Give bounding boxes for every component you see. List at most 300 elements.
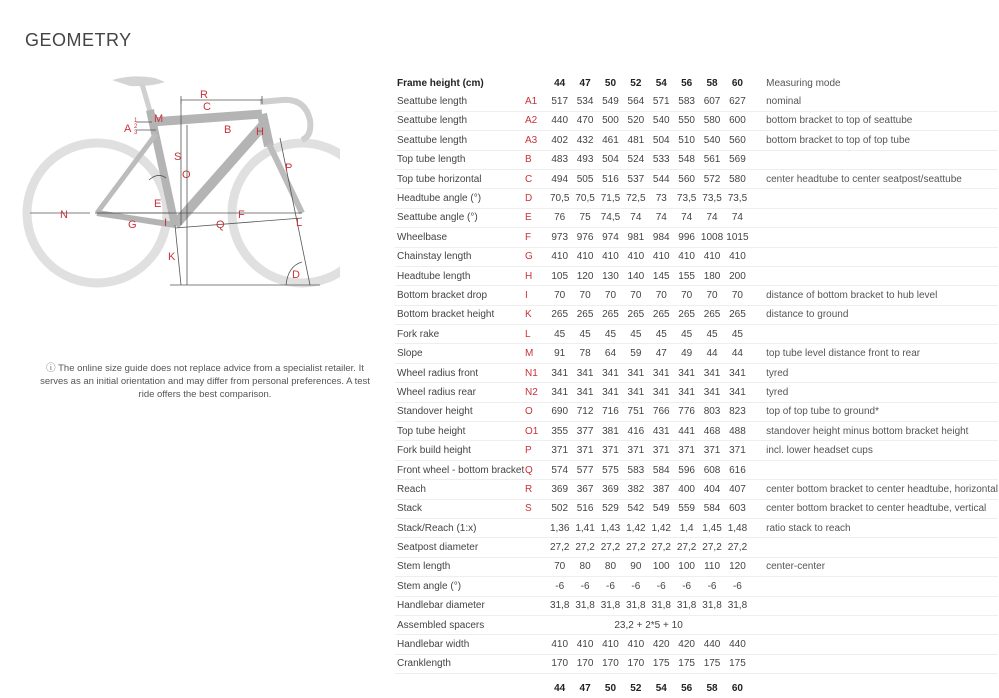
row-value: 577 <box>572 460 597 479</box>
table-row <box>395 635 998 654</box>
row-code: R <box>525 480 547 499</box>
row-value: 27,2 <box>547 538 572 557</box>
row-value: 529 <box>598 499 623 518</box>
row-value: -6 <box>725 577 750 596</box>
label-E: E <box>154 198 162 210</box>
row-value: 74 <box>699 208 724 227</box>
row-value: 341 <box>572 363 597 382</box>
row-value: 583 <box>674 92 699 111</box>
row-label: Wheelbase <box>395 228 525 247</box>
row-value: 367 <box>572 480 597 499</box>
row-value: 560 <box>674 169 699 188</box>
row-value: 600 <box>725 111 750 130</box>
label-D: D <box>292 269 300 281</box>
row-label: Top tube height <box>395 422 525 441</box>
row-value: 583 <box>623 460 648 479</box>
footer-size: 50 <box>604 682 617 694</box>
table-row <box>395 208 998 227</box>
row-value: 341 <box>649 363 674 382</box>
row-value: 341 <box>572 383 597 402</box>
row-value: 410 <box>674 247 699 266</box>
row-value: 78 <box>572 344 597 363</box>
row-value: 31,8 <box>649 596 674 615</box>
row-value: 1,43 <box>598 518 623 537</box>
table-row <box>395 499 998 518</box>
row-value: 27,2 <box>674 538 699 557</box>
row-measuring-mode: tyred <box>750 363 998 382</box>
row-value: 73,5 <box>674 189 699 208</box>
row-code: K <box>525 305 547 324</box>
row-code <box>525 596 547 615</box>
row-value: 616 <box>725 460 750 479</box>
row-value: 608 <box>699 460 724 479</box>
row-value: 549 <box>649 499 674 518</box>
row-value: 1,4 <box>674 518 699 537</box>
row-value: 74 <box>725 208 750 227</box>
row-value: 341 <box>725 363 750 382</box>
label-a2: 2 <box>134 124 138 130</box>
row-value: 564 <box>623 92 648 111</box>
row-value: 560 <box>725 131 750 150</box>
table-row <box>395 189 998 208</box>
row-label: Stack/Reach (1:x) <box>395 518 525 537</box>
row-value: 341 <box>623 363 648 382</box>
row-value: 404 <box>699 480 724 499</box>
row-value: -6 <box>674 577 699 596</box>
row-value: 45 <box>674 325 699 344</box>
row-label: Chainstay length <box>395 247 525 266</box>
row-code: Q <box>525 460 547 479</box>
row-code <box>525 557 547 576</box>
row-value: 540 <box>699 131 724 150</box>
footer-size: 52 <box>630 682 642 694</box>
row-label: Stack <box>395 499 525 518</box>
row-value: 533 <box>649 150 674 169</box>
row-value: 341 <box>598 363 623 382</box>
table-row <box>395 363 998 382</box>
label-C: C <box>203 101 211 113</box>
table-row <box>395 577 998 596</box>
table-row <box>395 266 998 285</box>
row-value: 382 <box>623 480 648 499</box>
row-measuring-mode <box>750 654 998 673</box>
row-value: 45 <box>623 325 648 344</box>
row-measuring-mode <box>750 615 998 634</box>
row-value: 27,2 <box>572 538 597 557</box>
row-value: 603 <box>725 499 750 518</box>
label-I: I <box>164 217 168 229</box>
row-value: 76 <box>547 208 572 227</box>
row-value: 80 <box>598 557 623 576</box>
row-value: 70 <box>699 286 724 305</box>
row-value: 355 <box>547 422 572 441</box>
row-value: 265 <box>623 305 648 324</box>
row-value: 410 <box>598 635 623 654</box>
row-value: 516 <box>598 169 623 188</box>
row-value: 72,5 <box>623 189 648 208</box>
geometry-table <box>395 74 998 698</box>
row-code: B <box>525 150 547 169</box>
label-N: N <box>60 209 68 221</box>
row-value: 341 <box>623 383 648 402</box>
row-value: -6 <box>649 577 674 596</box>
row-value: 369 <box>598 480 623 499</box>
row-value: 441 <box>674 422 699 441</box>
label-R: R <box>200 89 208 101</box>
row-value: 377 <box>572 422 597 441</box>
row-value: 400 <box>674 480 699 499</box>
row-value: 74,5 <box>598 208 623 227</box>
row-value: 155 <box>674 266 699 285</box>
table-row <box>395 557 998 576</box>
row-value: 974 <box>598 228 623 247</box>
row-label: Slope <box>395 344 525 363</box>
row-value: 31,8 <box>623 596 648 615</box>
row-measuring-mode: bottom bracket to top of top tube <box>750 131 998 150</box>
row-label: Standover height <box>395 402 525 421</box>
row-label: Front wheel - bottom bracket <box>395 460 525 479</box>
row-value: 110 <box>699 557 724 576</box>
header-size: 52 <box>630 77 642 89</box>
header-frame-height: Frame height (cm) <box>397 77 484 89</box>
row-value: 341 <box>674 363 699 382</box>
row-value: 90 <box>623 557 648 576</box>
row-value: 265 <box>649 305 674 324</box>
table-row <box>395 111 998 130</box>
row-value: 145 <box>649 266 674 285</box>
row-code: M <box>525 344 547 363</box>
label-O: O <box>182 169 191 181</box>
row-value: 341 <box>547 383 572 402</box>
row-value: 371 <box>649 441 674 460</box>
label-H: H <box>256 126 264 138</box>
table-row <box>395 518 998 537</box>
row-value: 105 <box>547 266 572 285</box>
row-value: 45 <box>572 325 597 344</box>
row-value: 180 <box>699 266 724 285</box>
row-value: 341 <box>674 383 699 402</box>
row-value: 265 <box>725 305 750 324</box>
row-value: 1,48 <box>725 518 750 537</box>
row-value: 572 <box>699 169 724 188</box>
row-value: 542 <box>623 499 648 518</box>
label-F: F <box>238 209 245 221</box>
row-code: O <box>525 402 547 421</box>
row-value: 468 <box>699 422 724 441</box>
row-value: 341 <box>598 383 623 402</box>
row-value: 371 <box>598 441 623 460</box>
row-measuring-mode: distance to ground <box>750 305 998 324</box>
row-value: 70 <box>674 286 699 305</box>
row-measuring-mode: standover height minus bottom bracket height <box>750 422 998 441</box>
row-value: 516 <box>572 499 597 518</box>
row-value: 70 <box>547 286 572 305</box>
row-value: 402 <box>547 131 572 150</box>
row-value: 574 <box>547 460 572 479</box>
row-value: 387 <box>649 480 674 499</box>
row-value: 44 <box>725 344 750 363</box>
row-value: 766 <box>649 402 674 421</box>
row-label: Headtube length <box>395 266 525 285</box>
row-measuring-mode: center-center <box>750 557 998 576</box>
row-label: Cranklength <box>395 654 525 673</box>
row-value: 175 <box>725 654 750 673</box>
footer-size: 60 <box>731 682 743 694</box>
row-value: 505 <box>572 169 597 188</box>
page-title: GEOMETRY <box>25 30 132 50</box>
row-value: 520 <box>623 111 648 130</box>
table-row <box>395 422 998 441</box>
table-row <box>395 131 998 150</box>
label-G: G <box>128 219 137 231</box>
row-value: 31,8 <box>725 596 750 615</box>
row-measuring-mode <box>750 596 998 615</box>
saddle <box>112 76 165 86</box>
row-value: 540 <box>649 111 674 130</box>
row-value: 371 <box>674 441 699 460</box>
row-code <box>525 615 547 634</box>
row-value: 494 <box>547 169 572 188</box>
row-value: 175 <box>699 654 724 673</box>
row-value: 502 <box>547 499 572 518</box>
fork <box>269 144 302 213</box>
row-value: 410 <box>725 247 750 266</box>
header-size: 44 <box>554 77 566 89</box>
row-value: 410 <box>623 635 648 654</box>
row-value: 548 <box>674 150 699 169</box>
row-value: 170 <box>547 654 572 673</box>
row-measuring-mode <box>750 189 998 208</box>
row-value: 369 <box>547 480 572 499</box>
row-measuring-mode: nominal <box>750 92 998 111</box>
row-value: 716 <box>598 402 623 421</box>
row-value: 70 <box>623 286 648 305</box>
row-value: 584 <box>699 499 724 518</box>
row-label: Bottom bracket height <box>395 305 525 324</box>
row-value: 371 <box>699 441 724 460</box>
table-row <box>395 286 998 305</box>
row-value: 584 <box>649 460 674 479</box>
row-code: C <box>525 169 547 188</box>
row-value: 70 <box>547 557 572 576</box>
header-size: 56 <box>681 77 693 89</box>
row-label: Fork build height <box>395 441 525 460</box>
row-value: 341 <box>649 383 674 402</box>
row-value: 483 <box>547 150 572 169</box>
row-value: 47 <box>649 344 674 363</box>
row-value: 70 <box>649 286 674 305</box>
row-value: 803 <box>699 402 724 421</box>
row-value: 575 <box>598 460 623 479</box>
row-value: 75 <box>572 208 597 227</box>
header-size: 47 <box>579 77 591 89</box>
table-row <box>395 150 998 169</box>
row-code: P <box>525 441 547 460</box>
row-label: Wheel radius front <box>395 363 525 382</box>
row-label: Headtube angle (°) <box>395 189 525 208</box>
label-a1: 1 <box>134 118 138 124</box>
header-size: 60 <box>731 77 743 89</box>
row-value: 431 <box>649 422 674 441</box>
row-value: 461 <box>598 131 623 150</box>
row-value: 407 <box>725 480 750 499</box>
row-measuring-mode <box>750 635 998 654</box>
row-value: 120 <box>725 557 750 576</box>
row-value: 580 <box>725 169 750 188</box>
row-label: Handlebar diameter <box>395 596 525 615</box>
row-code: S <box>525 499 547 518</box>
header-size: 50 <box>604 77 617 89</box>
row-measuring-mode: incl. lower headset cups <box>750 441 998 460</box>
label-B: B <box>224 124 232 136</box>
row-value: 265 <box>547 305 572 324</box>
row-value: 130 <box>598 266 623 285</box>
row-label: Top tube length <box>395 150 525 169</box>
table-row <box>395 344 998 363</box>
row-measuring-mode <box>750 538 998 557</box>
row-label: Seattube length <box>395 111 525 130</box>
row-value: 470 <box>572 111 597 130</box>
row-label: Seattube length <box>395 92 525 111</box>
row-code: A2 <box>525 111 547 130</box>
row-value: 175 <box>649 654 674 673</box>
table-row <box>395 480 998 499</box>
row-label: Wheel radius rear <box>395 383 525 402</box>
row-label: Stem angle (°) <box>395 577 525 596</box>
row-measuring-mode: center bottom bracket to center headtube, vertical <box>750 499 998 518</box>
row-code: A3 <box>525 131 547 150</box>
row-label: Seattube length <box>395 131 525 150</box>
row-value: 410 <box>547 635 572 654</box>
row-value: 100 <box>674 557 699 576</box>
row-label: Fork rake <box>395 325 525 344</box>
row-value: 488 <box>725 422 750 441</box>
row-value: 31,8 <box>674 596 699 615</box>
row-value: 70,5 <box>547 189 572 208</box>
row-value: 91 <box>547 344 572 363</box>
row-code: E <box>525 208 547 227</box>
header-measuring-mode: Measuring mode <box>766 77 841 89</box>
row-label: Stem length <box>395 557 525 576</box>
row-value: 571 <box>649 92 674 111</box>
footer-size: 58 <box>706 682 718 694</box>
row-value: 64 <box>598 344 623 363</box>
row-value: 74 <box>674 208 699 227</box>
row-value: 200 <box>725 266 750 285</box>
row-value: 45 <box>699 325 724 344</box>
row-code: N2 <box>525 383 547 402</box>
row-code: G <box>525 247 547 266</box>
label-S: S <box>174 151 182 163</box>
row-value: -6 <box>572 577 597 596</box>
row-value: 504 <box>598 150 623 169</box>
row-value: 549 <box>598 92 623 111</box>
row-value: 45 <box>649 325 674 344</box>
table-row <box>395 596 998 615</box>
row-value: 27,2 <box>623 538 648 557</box>
row-value: 265 <box>699 305 724 324</box>
row-value: 170 <box>623 654 648 673</box>
row-measuring-mode: tyred <box>750 383 998 402</box>
row-value: 410 <box>598 247 623 266</box>
row-code: O1 <box>525 422 547 441</box>
row-value: 493 <box>572 150 597 169</box>
row-value: 1,42 <box>649 518 674 537</box>
row-value: 607 <box>699 92 724 111</box>
table-row <box>395 402 998 421</box>
row-value: -6 <box>699 577 724 596</box>
table-row <box>395 247 998 266</box>
row-value: -6 <box>547 577 572 596</box>
row-value: 31,8 <box>547 596 572 615</box>
row-value: 73,5 <box>699 189 724 208</box>
row-value: 381 <box>598 422 623 441</box>
row-value: 59 <box>623 344 648 363</box>
row-value: 416 <box>623 422 648 441</box>
row-measuring-mode <box>750 208 998 227</box>
row-value: 580 <box>699 111 724 130</box>
row-value: 27,2 <box>649 538 674 557</box>
row-measuring-mode <box>750 577 998 596</box>
row-value: 70 <box>725 286 750 305</box>
row-value: 70 <box>598 286 623 305</box>
footer-size: 47 <box>579 682 591 694</box>
table-row <box>395 92 998 111</box>
row-value-span: 23,2 + 2*5 + 10 <box>547 615 750 634</box>
row-value: 1015 <box>725 228 750 247</box>
row-value: 981 <box>623 228 648 247</box>
row-value: 517 <box>547 92 572 111</box>
row-value: 265 <box>674 305 699 324</box>
row-value: 524 <box>623 150 648 169</box>
table-header-row <box>395 74 998 92</box>
row-value: 371 <box>725 441 750 460</box>
table-row <box>395 654 998 673</box>
row-value: 45 <box>725 325 750 344</box>
row-value: 31,8 <box>699 596 724 615</box>
row-value: 371 <box>572 441 597 460</box>
row-code: D <box>525 189 547 208</box>
row-value: 341 <box>699 363 724 382</box>
row-value: 71,5 <box>598 189 623 208</box>
row-label: Top tube horizontal <box>395 169 525 188</box>
row-value: 976 <box>572 228 597 247</box>
row-code: A1 <box>525 92 547 111</box>
row-value: 550 <box>674 111 699 130</box>
row-measuring-mode: top tube level distance front to rear <box>750 344 998 363</box>
row-value: 70,5 <box>572 189 597 208</box>
row-value: 45 <box>547 325 572 344</box>
row-value: 341 <box>725 383 750 402</box>
row-code <box>525 635 547 654</box>
row-measuring-mode: ratio stack to reach <box>750 518 998 537</box>
label-A: A <box>124 123 132 135</box>
row-value: 341 <box>699 383 724 402</box>
row-measuring-mode <box>750 325 998 344</box>
label-a3: 3 <box>134 130 138 136</box>
row-code <box>525 518 547 537</box>
row-code: H <box>525 266 547 285</box>
row-value: 1,42 <box>623 518 648 537</box>
row-value: 712 <box>572 402 597 421</box>
label-Q: Q <box>216 219 225 231</box>
row-code: L <box>525 325 547 344</box>
row-measuring-mode <box>750 228 998 247</box>
row-value: 534 <box>572 92 597 111</box>
table-row <box>395 460 998 479</box>
table-row <box>395 305 998 324</box>
row-value: 49 <box>674 344 699 363</box>
